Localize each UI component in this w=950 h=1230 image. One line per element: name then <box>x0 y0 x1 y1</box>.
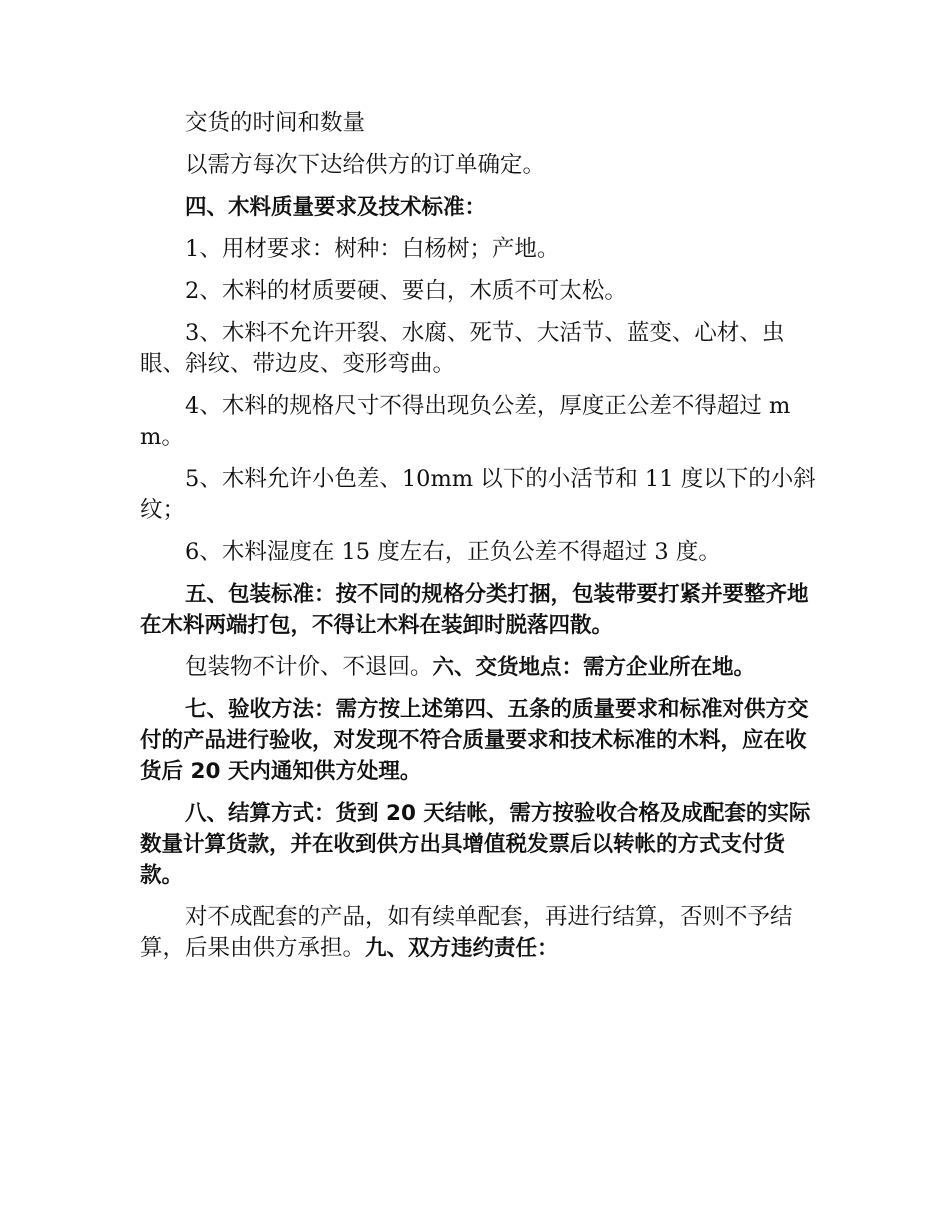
paragraph-text: 5、木料允许小色差、10mm 以下的小活节和 11 度以下的小斜纹； <box>140 466 816 523</box>
heading-quality-standard <box>140 192 820 223</box>
paragraph-text: 包装物不计价、不退回。 <box>185 654 433 680</box>
document-body <box>140 108 820 975</box>
paragraph-packaging-delivery <box>140 652 820 683</box>
section-heading: 八、结算方式：货到 20 天结帐，需方按验收合格及成配套的实际数量计算货款，并在收到供方出具增值税发票后以转帐的方式支付货款。 <box>140 801 811 888</box>
heading-settlement-method <box>140 798 820 891</box>
paragraph-text: 3、木料不允许开裂、水腐、死节、大活节、蓝变、心材、虫眼、斜纹、带边皮、变形弯曲。 <box>140 320 785 377</box>
section-heading: 四、木料质量要求及技术标准： <box>185 195 487 220</box>
heading-acceptance-method <box>140 694 820 787</box>
paragraph-order <box>140 150 820 181</box>
heading-packaging-standard <box>140 579 820 641</box>
paragraph-text: 以需方每次下达给供方的订单确定。 <box>185 152 546 178</box>
paragraph-item-4 <box>140 391 820 453</box>
paragraph-text: 对不成配套的产品，如有续单配套，再进行结算，否则不予结算，后果由供方承担。 <box>140 904 793 961</box>
paragraph-item-2 <box>140 276 820 307</box>
section-heading: 七、验收方法：需方按上述第四、五条的质量要求和标准对供方交付的产品进行验收，对发现不符合质量要求和技术标准的木料，应在收货后 20 天内通知供方处理。 <box>140 697 809 784</box>
paragraph-text: 1、用材要求：树种：白杨树；产地。 <box>185 236 560 262</box>
paragraph-delivery-time <box>140 108 820 139</box>
paragraph-text: 2、木料的材质要硬、要白，木质不可太松。 <box>185 278 627 304</box>
paragraph-text: 交货的时间和数量 <box>185 110 366 136</box>
paragraph-unmatched-products <box>140 902 820 964</box>
paragraph-text: 6、木料湿度在 15 度左右，正负公差不得超过 3 度。 <box>185 539 721 565</box>
paragraph-item-1 <box>140 234 820 265</box>
section-heading: 九、双方违约责任： <box>365 936 559 961</box>
paragraph-item-5 <box>140 464 820 526</box>
paragraph-item-6 <box>140 537 820 568</box>
paragraph-text: 4、木料的规格尺寸不得出现负公差，厚度正公差不得超过 mm。 <box>140 393 791 450</box>
section-heading: 五、包装标准：按不同的规格分类打捆，包装带要打紧并要整齐地在木料两端打包，不得让木料在装卸时脱落四散。 <box>140 582 809 638</box>
paragraph-item-3 <box>140 318 820 380</box>
section-heading: 六、交货地点：需方企业所在地。 <box>432 655 756 680</box>
